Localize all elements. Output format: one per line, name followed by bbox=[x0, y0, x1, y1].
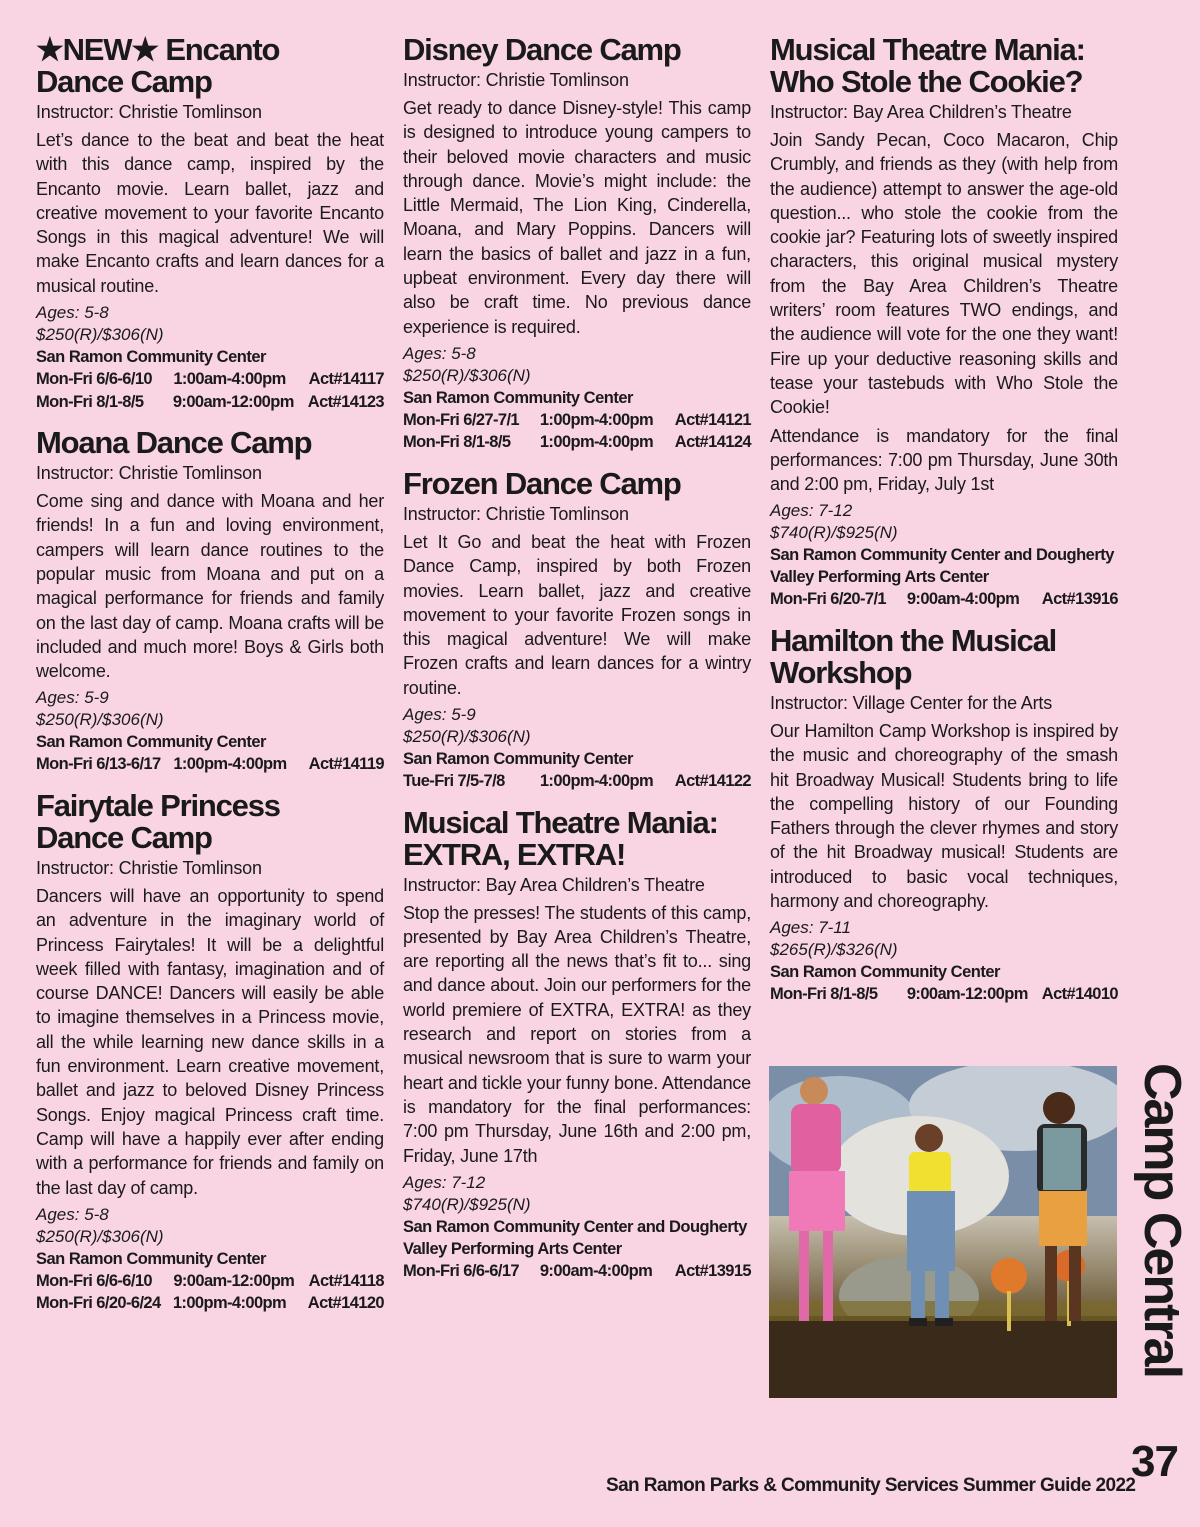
camp-instructor: Instructor: Bay Area Children’s Theatre bbox=[770, 102, 1072, 122]
camp-description: Let’s dance to the beat and beat the heat with this dance camp, inspired by the Encanto movie. Learn ballet, jazz and creative movement to your favorite Encanto Songs in this magical adventure! We will make Encanto crafts and learn dances for a musical routine. bbox=[36, 130, 384, 296]
session-days: Mon-Fri 6/27-7/1 bbox=[403, 410, 520, 429]
session-time: 1:00pm-4:00pm bbox=[172, 1294, 287, 1313]
camp-title-line: ★NEW★ Encanto bbox=[36, 32, 280, 67]
camp-ages: Ages: 5-8 bbox=[36, 1204, 109, 1224]
camp-location: San Ramon Community Center bbox=[36, 1249, 266, 1268]
camp-instructor: Instructor: Christie Tomlinson bbox=[36, 463, 262, 484]
camp-description: Join Sandy Pecan, Coco Macaron, Chip Crumbly, and friends as they (with help from the audience) attempt to answer the age-old question... who stole the cookie from the cookie jar? Featuring lots of sweetly inspired characters, this original musical mystery from the Bay Area Children’s Theatre writers’ room features TWO endings, and the audience will vote for the one they want! Fire up your deductive reasoning skills and tease your tastebuds with Who Stole the Cookie! bbox=[770, 130, 1118, 418]
session-row bbox=[403, 409, 751, 432]
camp-description: Let It Go and beat the heat with Frozen Dance Camp, inspired by both Frozen movies. Learn ballet, jazz and creative movement to your favorite Frozen songs in this magical adventure! We will make Frozen crafts and learn dances for a wintry routine. bbox=[403, 531, 751, 698]
camp-listing bbox=[403, 465, 751, 793]
stage-performance-photo bbox=[769, 1066, 1117, 1398]
session-row bbox=[36, 1270, 384, 1293]
camp-ages: Ages: 5-8 bbox=[403, 343, 476, 363]
camp-location: San Ramon Community Center bbox=[403, 388, 633, 407]
session-row bbox=[36, 368, 384, 391]
camp-instructor: Instructor: Village Center for the Arts bbox=[770, 692, 1053, 713]
camp-title bbox=[770, 34, 1118, 98]
session-activity-number: Act#14122 bbox=[674, 772, 751, 791]
session-time: 1:00pm-4:00pm bbox=[539, 772, 654, 791]
camp-listing bbox=[403, 804, 751, 1283]
camp-listing bbox=[36, 34, 384, 413]
session-days: Mon-Fri 8/1-8/5 bbox=[36, 392, 144, 411]
session-days: Mon-Fri 8/1-8/5 bbox=[403, 433, 511, 452]
camp-price: $740(R)/$925(N) bbox=[403, 1194, 531, 1214]
section-tab bbox=[1133, 1062, 1191, 1378]
camp-price: $265(R)/$326(N) bbox=[770, 940, 898, 960]
camp-description: Come sing and dance with Moana and her friends! In a fun and loving environment, campers will learn dance routines to the popular music from Moana and put on a magical performance for friends and family on the last day of camp. Moana crafts will be included and much more! Boys & Girls both welcome. bbox=[36, 491, 384, 682]
camp-instructor: Instructor: Christie Tomlinson bbox=[403, 503, 629, 524]
session-days: Mon-Fri 6/20-6/24 bbox=[36, 1294, 161, 1313]
session-days: Mon-Fri 8/1-8/5 bbox=[770, 985, 878, 1004]
camp-price: $740(R)/$925(N) bbox=[770, 523, 898, 543]
session-activity-number: Act#13915 bbox=[674, 1261, 751, 1280]
session-activity-number: Act#14119 bbox=[308, 755, 384, 774]
camp-instructor: Instructor: Christie Tomlinson bbox=[403, 70, 629, 90]
camp-listing bbox=[770, 34, 1118, 611]
camp-title-line: Frozen Dance Camp bbox=[403, 465, 681, 501]
session-time: 9:00am-12:00pm bbox=[906, 985, 1028, 1004]
camp-price: $250(R)/$306(N) bbox=[36, 1226, 164, 1246]
session-row bbox=[403, 431, 751, 454]
camp-title-line: Hamilton the Musical bbox=[770, 622, 1057, 658]
camp-location: San Ramon Community Center bbox=[36, 733, 266, 752]
session-row bbox=[403, 770, 751, 793]
camp-location: San Ramon Community Center and Dougherty Valley Performing Arts Center bbox=[770, 546, 1114, 587]
session-row bbox=[36, 1292, 384, 1315]
footer: San Ramon Parks & Community Services Summer Guide 2022 bbox=[606, 1475, 1136, 1496]
session-activity-number: Act#14120 bbox=[307, 1294, 384, 1313]
camp-listing bbox=[403, 34, 751, 454]
camp-title-line: Workshop bbox=[770, 654, 912, 690]
session-days: Mon-Fri 6/6-6/17 bbox=[403, 1261, 520, 1280]
session-days: Mon-Fri 6/6-6/10 bbox=[36, 370, 153, 389]
session-activity-number: Act#14118 bbox=[308, 1271, 384, 1290]
camp-description: Get ready to dance Disney-style! This camp is designed to introduce young campers to their beloved movie characters and music through dance. Movie’s might include: the Little Mermaid, The Lion King, Cinderella, Moana, and Mary Poppins. Dancers will learn the basics of ballet and jazz in a fun, upbeat environment. Every day there will also be craft time. No previous dance experience is required. bbox=[403, 98, 751, 337]
camp-title-line: Moana Dance Camp bbox=[36, 425, 312, 461]
camp-listing bbox=[36, 427, 384, 776]
session-days: Tue-Fri 7/5-7/8 bbox=[403, 772, 505, 791]
session-row bbox=[403, 1260, 751, 1283]
camp-listing bbox=[36, 787, 384, 1315]
session-time: 1:00pm-4:00pm bbox=[539, 433, 654, 452]
session-time: 9:00am-4:00pm bbox=[539, 1261, 653, 1280]
session-days: Mon-Fri 6/13-6/17 bbox=[36, 755, 161, 774]
camp-location: San Ramon Community Center bbox=[36, 348, 266, 367]
camp-location: San Ramon Community Center bbox=[770, 963, 1000, 982]
camp-ages: Ages: 5-9 bbox=[403, 705, 476, 725]
session-activity-number: Act#14010 bbox=[1041, 985, 1118, 1004]
camp-location: San Ramon Community Center bbox=[403, 750, 633, 769]
camp-title-line: Musical Theatre Mania: bbox=[403, 804, 718, 840]
session-time: 9:00am-12:00pm bbox=[172, 392, 294, 411]
camp-instructor: Instructor: Christie Tomlinson bbox=[36, 102, 262, 122]
camp-title-line: Fairytale Princess bbox=[36, 787, 280, 823]
camp-description: Our Hamilton Camp Workshop is inspired by the music and choreography of the smash hit Broadway Musical! Students bring to life the compelling history of our Founding Fathers through the clever rhymes and story of the hit Broadway musical! Students are introduced to basic vocal techniques, harmony and choreography. bbox=[770, 720, 1118, 912]
camp-ages: Ages: 5-8 bbox=[36, 303, 109, 323]
camp-title bbox=[403, 804, 751, 872]
column-1 bbox=[36, 34, 384, 1329]
column-3 bbox=[770, 34, 1118, 1020]
camp-title-line: Who Stole the Cookie? bbox=[770, 64, 1083, 99]
camp-title bbox=[770, 622, 1118, 690]
session-time: 1:00am-4:00pm bbox=[173, 370, 286, 389]
camp-listing bbox=[770, 622, 1118, 1006]
camp-title bbox=[36, 787, 384, 855]
camp-title-line: Dance Camp bbox=[36, 64, 212, 99]
camp-instructor: Instructor: Christie Tomlinson bbox=[36, 857, 262, 878]
page-number: 37 bbox=[1131, 1437, 1178, 1486]
camp-title bbox=[36, 34, 384, 98]
camp-ages: Ages: 7-12 bbox=[403, 1172, 486, 1192]
camp-price: $250(R)/$306(N) bbox=[36, 325, 164, 345]
session-time: 1:00pm-4:00pm bbox=[539, 410, 654, 429]
camp-description: Stop the presses! The students of this camp, presented by Bay Area Children’s Theatre, are reporting all the news that’s fit to... sing and dance about. Join our performers for the world premiere of EXTRA, EXTRA! as they research and report on stories from a musical newsroom that is sure to warm your heart and tickle your funny bone. Attendance is mandatory for the final performances: 7:00 pm Thursday, June 16th and 2:00 pm, Friday, June 17th bbox=[403, 902, 751, 1166]
camp-title bbox=[403, 34, 751, 66]
camp-ages: Ages: 7-12 bbox=[770, 501, 853, 521]
session-activity-number: Act#14123 bbox=[307, 392, 384, 411]
camp-ages: Ages: 7-11 bbox=[770, 918, 851, 938]
camp-ages: Ages: 5-9 bbox=[36, 688, 109, 708]
session-activity-number: Act#14117 bbox=[308, 370, 384, 389]
column-2 bbox=[403, 34, 751, 1296]
camp-title-line: EXTRA, EXTRA! bbox=[403, 836, 626, 872]
camp-title bbox=[403, 465, 751, 501]
camp-attendance-note: Attendance is mandatory for the final performances: 7:00 pm Thursday, June 30th and 2:00 pm, Friday, July 1st bbox=[770, 425, 1118, 495]
camp-price: $250(R)/$306(N) bbox=[403, 365, 531, 385]
session-days: Mon-Fri 6/6-6/10 bbox=[36, 1271, 153, 1290]
camp-title-line: Musical Theatre Mania: bbox=[770, 32, 1085, 67]
camp-title-line: Dance Camp bbox=[36, 819, 212, 855]
camp-instructor: Instructor: Bay Area Children’s Theatre bbox=[403, 874, 705, 895]
camp-price: $250(R)/$306(N) bbox=[36, 710, 164, 730]
camp-title bbox=[36, 427, 384, 459]
camp-price: $250(R)/$306(N) bbox=[403, 727, 531, 747]
session-row bbox=[36, 391, 384, 414]
session-activity-number: Act#13916 bbox=[1041, 590, 1118, 609]
session-time: 9:00am-4:00pm bbox=[906, 590, 1020, 609]
session-activity-number: Act#14121 bbox=[674, 410, 751, 429]
session-days: Mon-Fri 6/20-7/1 bbox=[770, 590, 887, 609]
camp-location: San Ramon Community Center and Dougherty Valley Performing Arts Center bbox=[403, 1217, 747, 1258]
session-time: 9:00am-12:00pm bbox=[173, 1271, 295, 1290]
section-tab-label: Camp Central bbox=[1133, 1062, 1191, 1378]
session-time: 1:00pm-4:00pm bbox=[173, 755, 287, 774]
session-row bbox=[770, 983, 1118, 1006]
session-row bbox=[36, 753, 384, 776]
session-row bbox=[770, 588, 1118, 611]
camp-title-line: Disney Dance Camp bbox=[403, 32, 681, 67]
session-activity-number: Act#14124 bbox=[674, 433, 751, 452]
camp-description: Dancers will have an opportunity to spend an adventure in the imaginary world of Princess Fairytales! It will be a delightful week filled with fantasy, imagination and of course DANCE! Dancers will easily be able to imagine themselves in a Princess movie, all the while learning new dance skills in a fun environment. Learn creative movement, ballet and jazz to beloved Disney Princess Songs. Enjoy magical Princess craft time. Camp will have a happily ever after ending with a performance for friends and family on the last day of camp. bbox=[36, 885, 384, 1198]
